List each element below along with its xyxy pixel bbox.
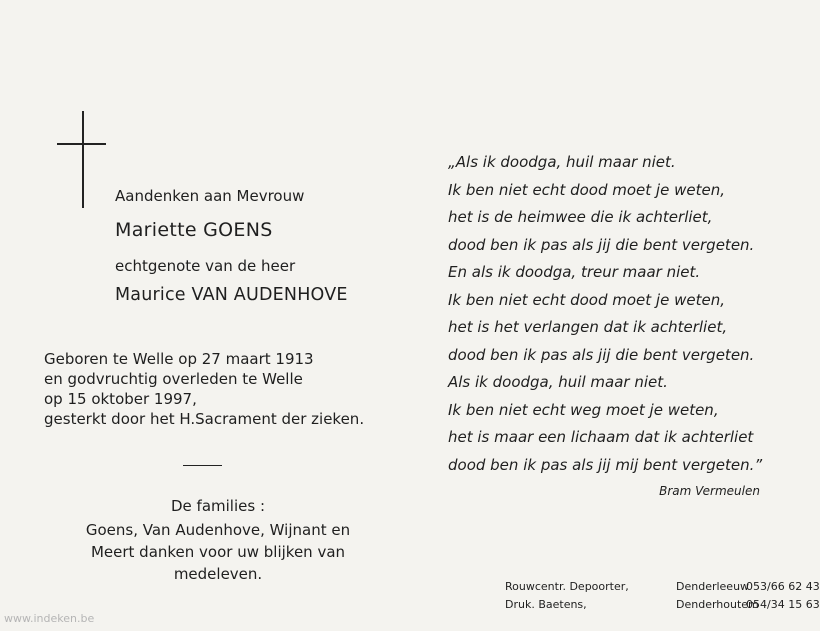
poem-line: het is het verlangen dat ik achterliet,: [448, 318, 728, 336]
cross-icon: [82, 111, 84, 208]
families-thanks: [28, 495, 408, 585]
printer-place: Denderhoutem: [676, 598, 759, 611]
printer-row: [505, 596, 820, 614]
poem-line: het is de heimwee die ik achterliet,: [448, 208, 713, 226]
deceased-name: Mariette GOENS: [115, 219, 273, 241]
bio-line: Geboren te Welle op 27 maart 1913: [44, 350, 314, 368]
families-line: medeleven.: [173, 565, 263, 583]
poem-line: „Als ik doodga, huil maar niet.: [448, 153, 676, 171]
bio-line: en godvruchtig overleden te Welle: [44, 370, 303, 388]
printer-place: Denderleeuw: [676, 580, 750, 593]
families-title: De families :: [171, 497, 265, 515]
poem-line: En als ik doodga, treur maar niet.: [448, 263, 701, 281]
poem-author: Bram Vermeulen: [659, 484, 760, 498]
printer-name: Druk. Baetens,: [505, 598, 587, 611]
divider: [183, 465, 222, 466]
poem-line: Als ik doodga, huil maar niet.: [448, 373, 668, 391]
printer-name: Rouwcentr. Depoorter,: [505, 580, 629, 593]
intro-text: Aandenken aan Mevrouw: [115, 187, 305, 205]
poem-line: dood ben ik pas als jij die bent vergeten.: [448, 345, 755, 364]
spouse-intro-text: echtgenote van de heer: [115, 257, 296, 275]
bio-line: gesterkt door het H.Sacrament der zieken.: [44, 410, 365, 428]
printer-phone: 053/66 62 43: [746, 580, 820, 593]
printer-phone: 054/34 15 63: [746, 598, 820, 611]
poem-line: het is maar een lichaam dat ik achterliet: [448, 428, 754, 446]
poem-line: Ik ben niet echt dood moet je weten,: [448, 180, 725, 199]
watermark: www.indeken.be: [4, 612, 95, 625]
poem-line: Ik ben niet echt dood moet je weten,: [448, 290, 725, 309]
poem-line: dood ben ik pas als jij die bent vergeten.: [448, 235, 755, 254]
printer-row: [505, 578, 820, 596]
poem-line: dood ben ik pas als jij mij bent vergeten.”: [448, 455, 763, 474]
cross-icon-bar: [57, 143, 106, 145]
biography: [44, 349, 364, 429]
families-line: Goens, Van Audenhove, Wijnant en: [85, 521, 351, 539]
families-line: Meert danken voor uw blijken van: [90, 543, 346, 561]
bio-line: op 15 oktober 1997,: [44, 390, 197, 408]
spouse-name: Maurice VAN AUDENHOVE: [115, 285, 348, 305]
printer-credits: [505, 578, 820, 614]
poem: [448, 149, 762, 479]
poem-line: Ik ben niet echt weg moet je weten,: [448, 400, 719, 419]
